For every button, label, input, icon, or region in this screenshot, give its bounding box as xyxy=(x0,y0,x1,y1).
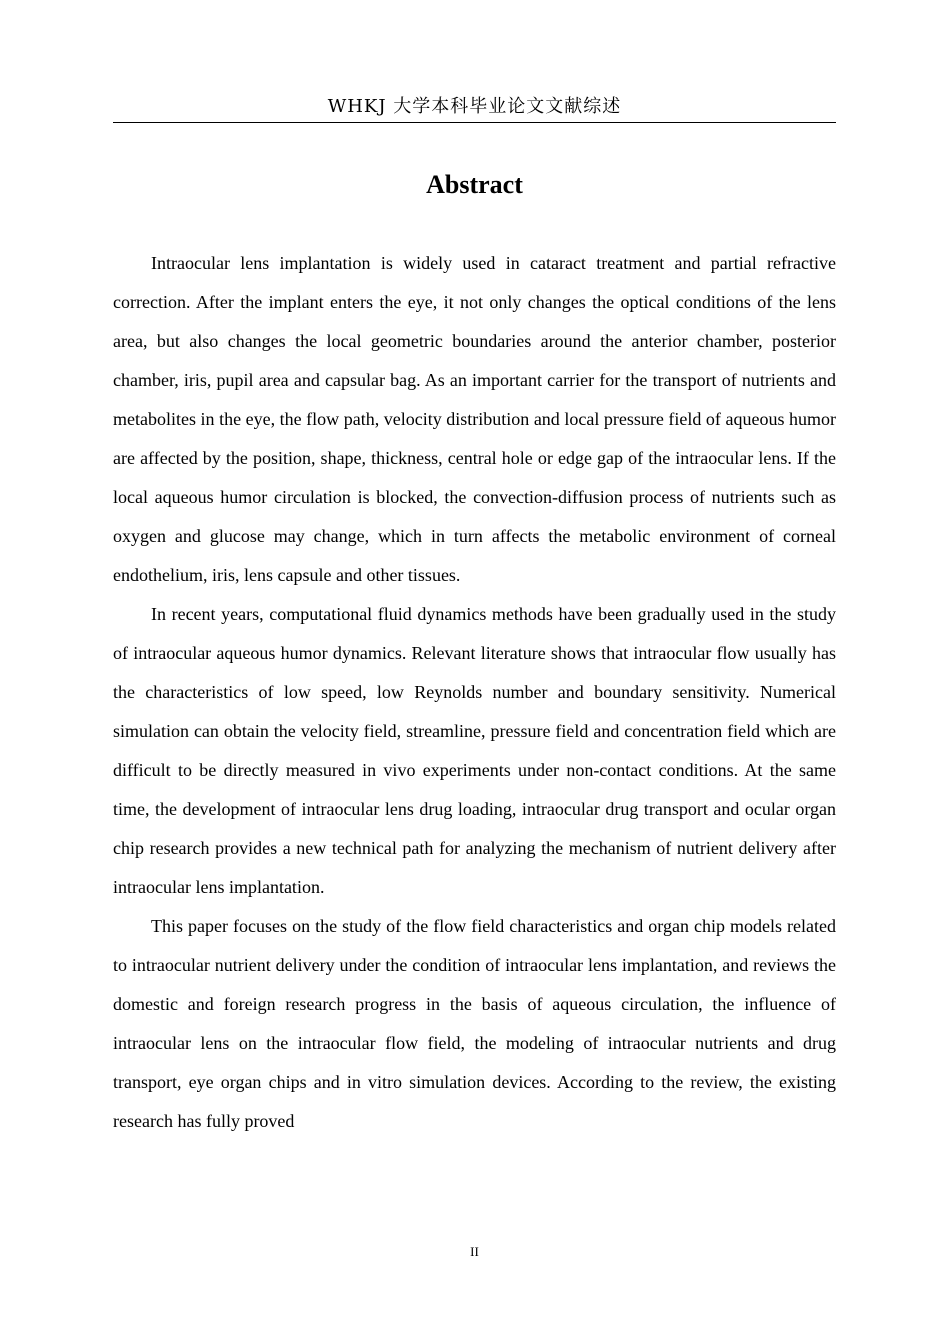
abstract-title: Abstract xyxy=(426,170,523,199)
abstract-paragraph-1: Intraocular lens implantation is widely used in cataract treatment and partial refractive correction. After the implant enters the eye, it not only changes the optical conditions of the lens area, but also changes the local geometric boundaries around the anterior chamber, posterior chamber, iris, pupil area and capsular bag. As an important carrier for the transport of nutrients and metabolites in the eye, the flow path, velocity distribution and local pressure field of aqueous humor are affected by the position, shape, thickness, central hole or edge gap of the intraocular lens. If the local aqueous humor circulation is blocked, the convection-diffusion process of nutrients such as oxygen and glucose may change, which in turn affects the metabolic environment of corneal endothelium, iris, lens capsule and other tissues. xyxy=(113,253,836,585)
running-header xyxy=(113,94,836,123)
abstract-paragraph-3: This paper focuses on the study of the flow field characteristics and organ chip models related to intraocular nutrient delivery under the condition of intraocular lens implantation, and reviews the domestic and foreign research progress in the basis of aqueous circulation, the influence of intraocular lens on the intraocular flow field, the modeling of intraocular nutrients and drug transport, eye organ chips and in vitro simulation devices. According to the review, the existing research has fully proved xyxy=(113,916,836,1131)
page-number: II xyxy=(470,1244,479,1259)
abstract-body xyxy=(113,244,836,1141)
abstract-paragraph-2: In recent years, computational fluid dynamics methods have been gradually used in the study of intraocular aqueous humor dynamics. Relevant literature shows that intraocular flow usually has the characteristics of low speed, low Reynolds number and boundary sensitivity. Numerical simulation can obtain the velocity field, streamline, pressure field and concentration field which are difficult to be directly measured in vivo experiments under non-contact conditions. At the same time, the development of intraocular lens drug loading, intraocular drug transport and ocular organ chip research provides a new technical path for analyzing the mechanism of nutrient delivery after intraocular lens implantation. xyxy=(113,604,836,897)
running-header-text: WHKJ 大学本科毕业论文文献综述 xyxy=(327,96,622,117)
